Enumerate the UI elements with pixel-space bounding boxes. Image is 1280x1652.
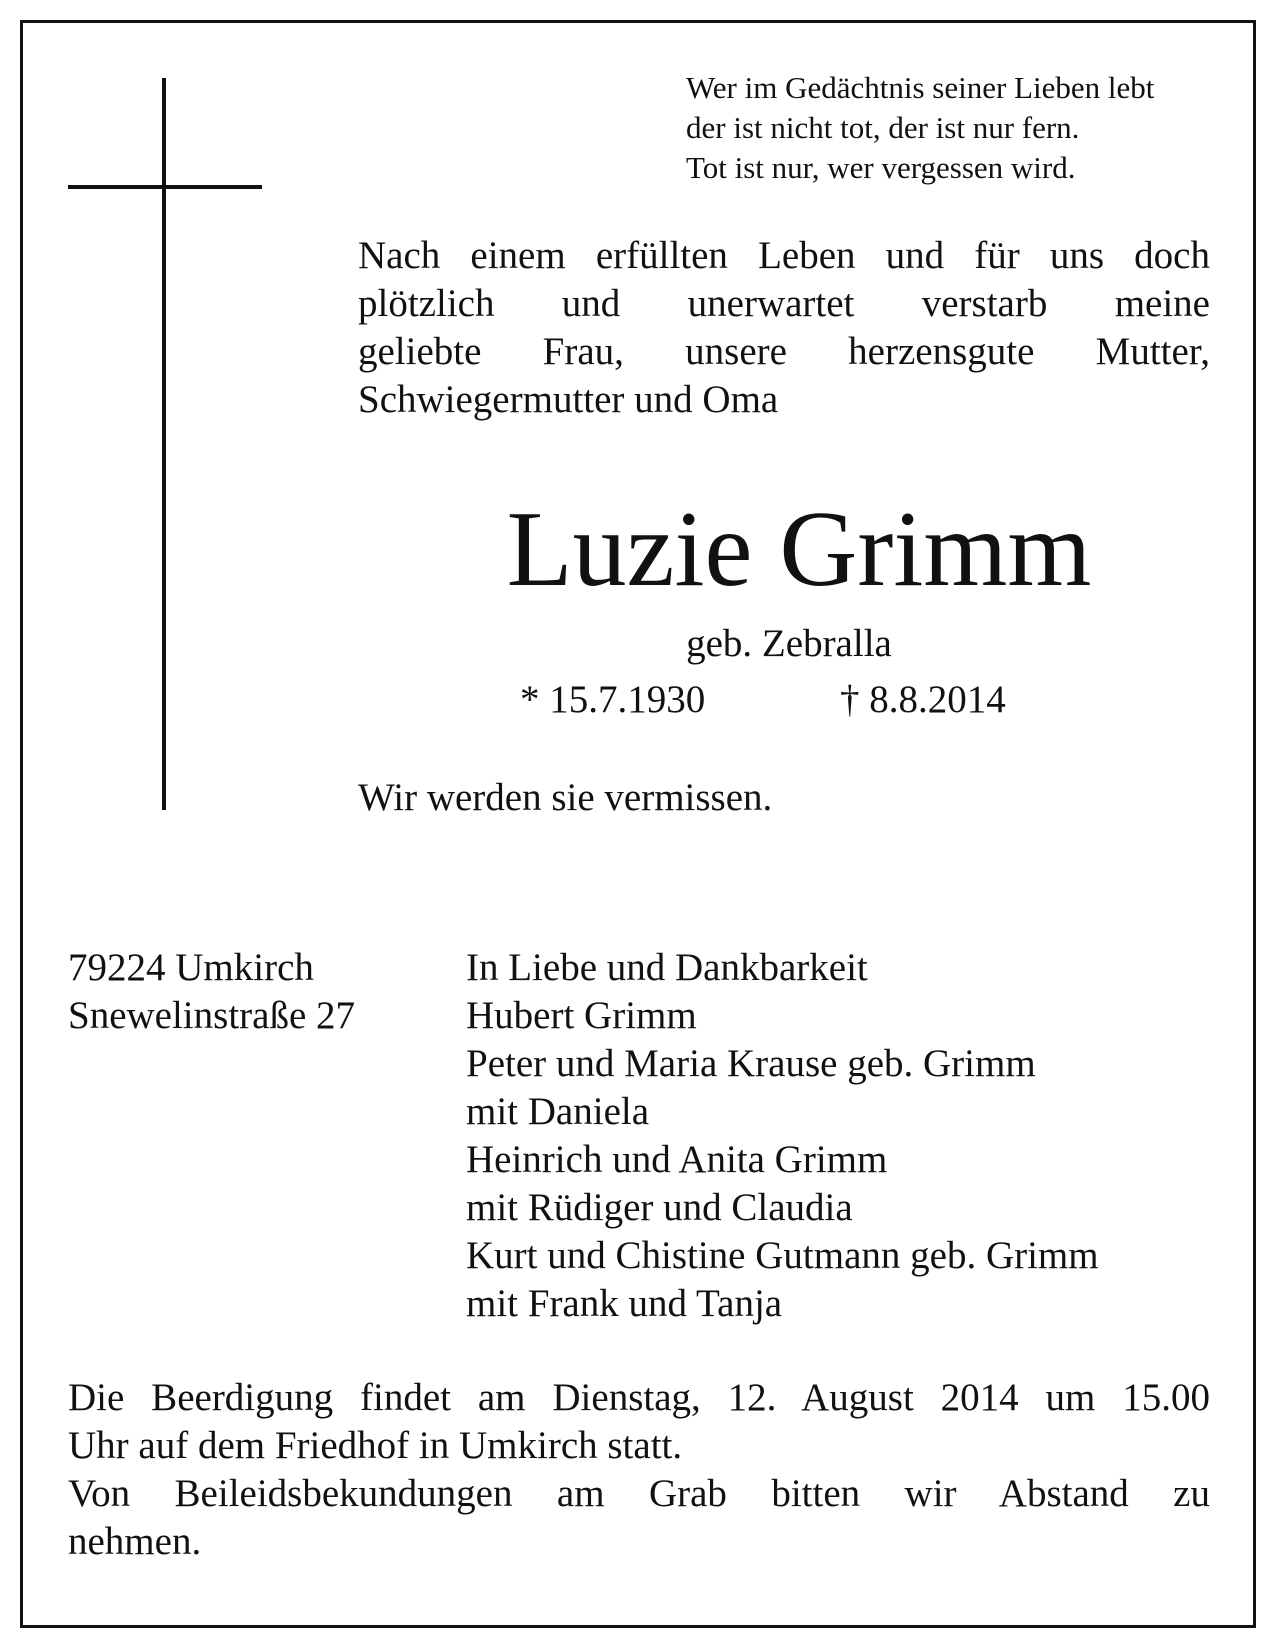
mourners-line: Peter und Maria Krause geb. Grimm <box>466 1042 1036 1085</box>
motto-quote <box>686 68 1226 188</box>
funeral-line: nehmen. <box>68 1520 202 1563</box>
death-date: † 8.8.2014 <box>840 678 1006 721</box>
deceased-birth-name: geb. Zebralla <box>686 622 892 665</box>
intro-line: geliebte Frau, unsere herzensgute Mutter, <box>358 330 1210 373</box>
motto-line: Wer im Gedächtnis seiner Lieben lebt <box>686 70 1155 105</box>
address-city: 79224 Umkirch <box>68 946 314 989</box>
intro-line: Nach einem erfüllten Leben und für uns doch <box>358 234 1210 277</box>
intro-text <box>358 232 1210 424</box>
mourners-line: Heinrich und Anita Grimm <box>466 1138 888 1181</box>
cross-icon-horizontal-bar <box>68 185 262 189</box>
mourners-list <box>466 944 1099 1328</box>
mourners-line: Kurt und Chistine Gutmann geb. Grimm <box>466 1234 1099 1277</box>
motto-line: der ist nicht tot, der ist nur fern. <box>686 110 1080 145</box>
address-street: Snewelinstraße 27 <box>68 994 356 1037</box>
mourners-line: In Liebe und Dankbarkeit <box>466 946 868 989</box>
mourners-line: mit Rüdiger und Claudia <box>466 1186 853 1229</box>
mourners-line: Hubert Grimm <box>466 994 697 1037</box>
closing-line: Wir werden sie vermissen. <box>358 776 773 819</box>
deceased-name: Luzie Grimm <box>506 490 1092 609</box>
intro-line: Schwiegermutter und Oma <box>358 378 779 421</box>
mourners-line: mit Frank und Tanja <box>466 1282 783 1325</box>
motto-line: Tot ist nur, wer vergessen wird. <box>686 150 1076 185</box>
mourners-line: mit Daniela <box>466 1090 650 1133</box>
birth-date: * 15.7.1930 <box>520 678 706 721</box>
funeral-line: Die Beerdigung findet am Dienstag, 12. August 2014 um 15.00 <box>68 1376 1210 1419</box>
family-address <box>68 944 355 1040</box>
intro-line: plötzlich und unerwartet verstarb meine <box>358 282 1210 325</box>
funeral-line: Von Beileidsbekundungen am Grab bitten wir Abstand zu <box>68 1472 1210 1515</box>
funeral-line: Uhr auf dem Friedhof in Umkirch statt. <box>68 1424 683 1467</box>
funeral-notice <box>68 1374 1210 1566</box>
